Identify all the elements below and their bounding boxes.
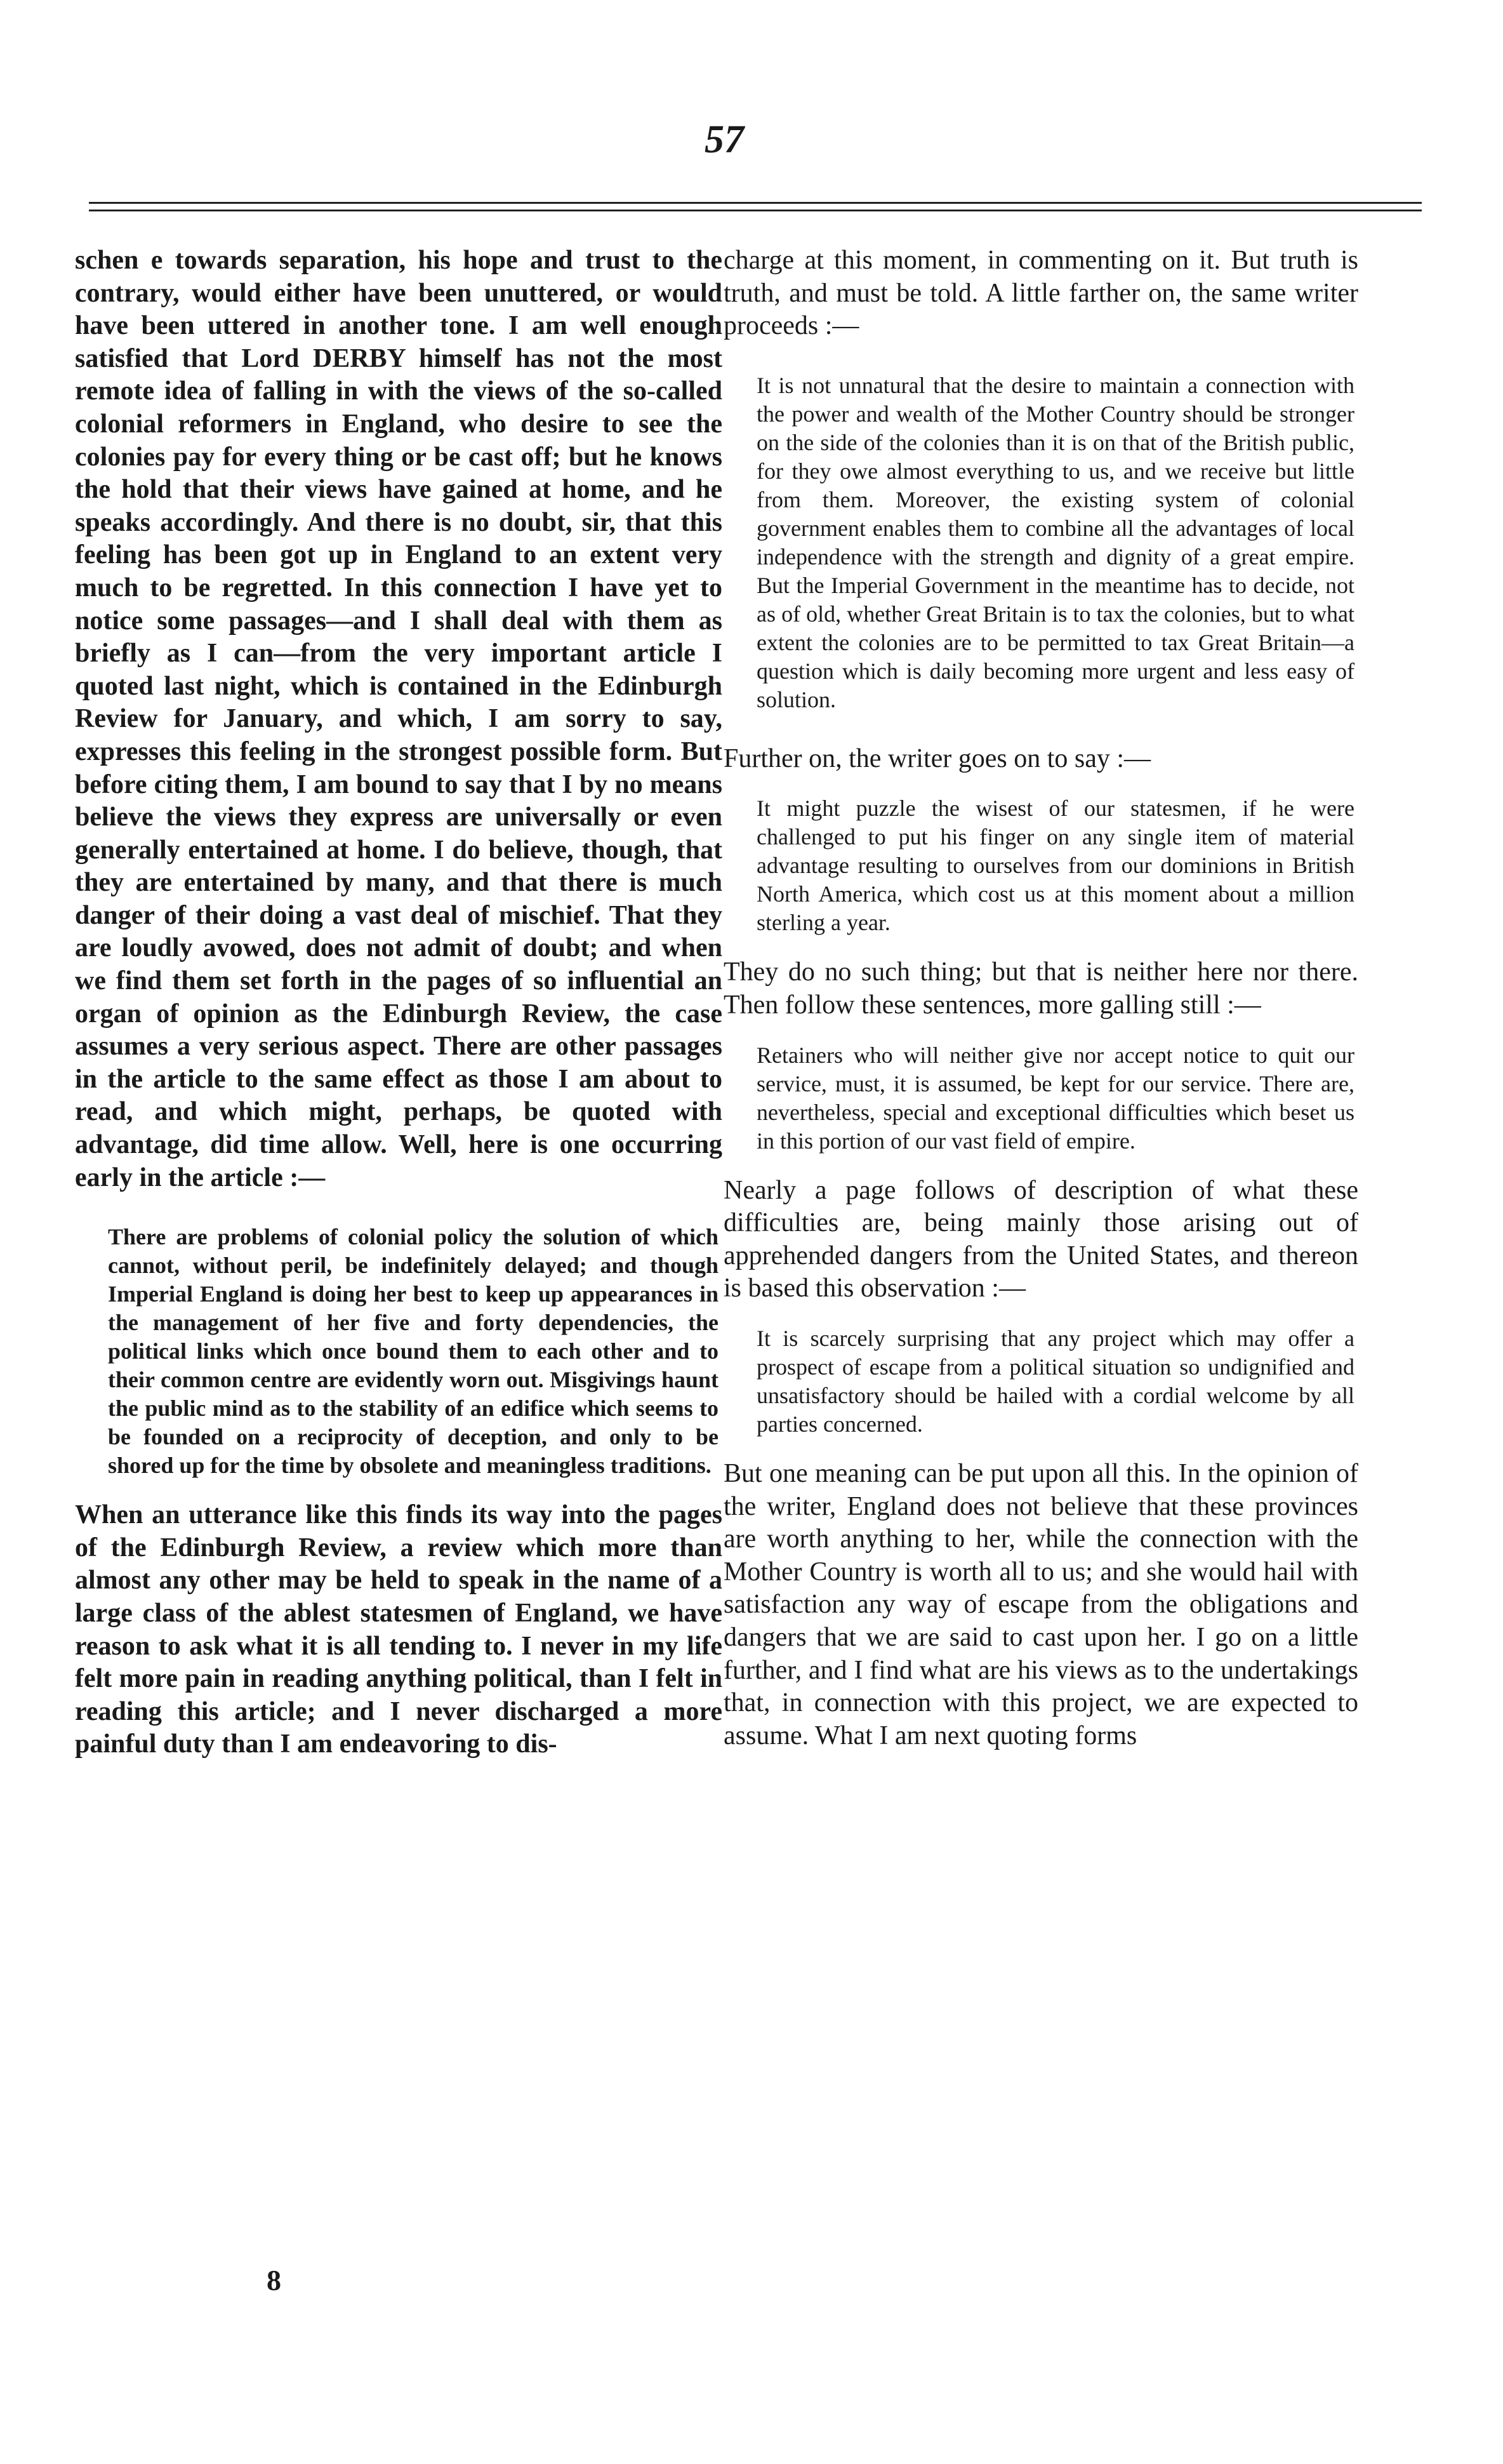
right-paragraph-1: charge at this moment, in commenting on it. But truth is truth, and must be told. A little farther on, the same writer proceeds :—	[724, 246, 1358, 341]
signature-mark: 8	[267, 2264, 281, 2296]
header-rule-top	[89, 202, 1422, 204]
left-paragraph-1: schen e towards separation, his hope and trust to the contrary, would either have been unuttered, or would have been uttered in another tone. I am well enough satisfied that Lord DERBY himself has not the most remote idea of falling in with the views of the so-called colonial reformers in England, who desire to see the colonies pay for every thing or be cast off; but he knows the hold that their views have gained at home, and he speaks accordingly. And there is no doubt, sir, that this feeling has been got up in England to an extent very much to be regretted. In this connection I have yet to notice some passages—and I shall deal with them as briefly as I can—from the very important article I quoted last night, which is contained in the Edinburgh Review for January, and which, I am sorry to say, expresses this feeling in the strongest possible form. But before citing them, I am bound to say that I by no means believe the views they express are universally or even generally entertained at home. I do believe, though, that they are entertained by many, and that there is much danger of their doing a vast deal of mischief. That they are loudly avowed, does not admit of doubt; and when we find them set forth in the pages of so influential an organ of opinion as the Edinburgh Review, the case assumes a very serious aspect. There are other passages in the article to the same effect as those I am about to read, and which might, perhaps, be quoted with advantage, did time allow. Well, here is one occurring early in the article :—	[75, 246, 722, 1192]
header-rule-bottom	[89, 210, 1422, 211]
right-paragraph-2: Further on, the writer goes on to say :—	[724, 743, 1151, 773]
left-column	[75, 244, 722, 1761]
right-quote-3: Retainers who will neither give nor accept notice to quit our service, must, it is assumed, be kept for our service. There are, nevertheless, special and exceptional difficulties which beset us in this portion of our vast field of empire.	[757, 1042, 1354, 1154]
right-quote-2: It might puzzle the wisest of our statesmen, if he were challenged to put his finger on any single item of material advantage resulting to ourselves from our dominions in British North America, which cost us at this moment about a million sterling a year.	[757, 796, 1354, 936]
page-number: 57	[705, 118, 744, 161]
right-column	[724, 244, 1358, 1752]
right-quote-1: It is not unnatural that the desire to maintain a connection with the power and wealth of the Mother Country should be stronger on the side of the colonies than it is on that of the British public, for they owe almost everything to us, and we receive but little from them. Moreover, the existing system of colonial government enables them to combine all the advantages of local independence with the strength and dignity of a great empire. But the Imperial Government in the meantime has to decide, not as of old, whether Great Britain is to tax the colonies, but to what extent the colonies are to be permitted to tax Great Britain—a question which is daily becoming more urgent and less easy of solution.	[757, 372, 1354, 712]
right-paragraph-5: But one meaning can be put upon all this. In the opinion of the writer, England does not believe that these provinces are worth anything to her, while the connection with the Mother Country is worth all to us; and she would hail with satisfaction any way of escape from the obligations and dangers that we are said to cast upon her. I go on a little further, and I find what are his views as to the undertakings that, in connection with this project, we are expected to assume. What I am next quoting forms	[724, 1458, 1358, 1750]
right-quote-4: It is scarcely surprising that any project which may offer a prospect of escape from a political situation so undignified and unsatisfactory should be hailed with a cordial welcome by all parties concerned.	[757, 1325, 1354, 1437]
left-quote-1: There are problems of colonial policy the solution of which cannot, without peril, be indefinitely delayed; and though Imperial England is doing her best to keep up appearances in the management of her five and forty dependencies, the political links which once bound them to each other and to their common centre are evidently worn out. Misgivings haunt the public mind as to the stability of an edifice which seems to be founded on a reciprocity of deception, and only to be shored up for the time by obsolete and meaningless traditions.	[108, 1224, 718, 1479]
left-paragraph-2: When an utterance like this finds its way into the pages of the Edinburgh Review, a review which more than almost any other may be held to speak in the name of a large class of the ablest statesmen of England, we have reason to ask what it is all tending to. I never in my life felt more pain in reading anything political, than I felt in reading this article; and I never discharged a more painful duty than I am endeavoring to dis-	[75, 1500, 722, 1759]
right-paragraph-4: Nearly a page follows of description of what these difficulties are, being mainly those arising out of apprehended dangers from the United States, and thereon is based this observation :—	[724, 1175, 1358, 1303]
right-paragraph-3: They do no such thing; but that is neither here nor there. Then follow these sentences, more galling still :—	[724, 957, 1358, 1020]
